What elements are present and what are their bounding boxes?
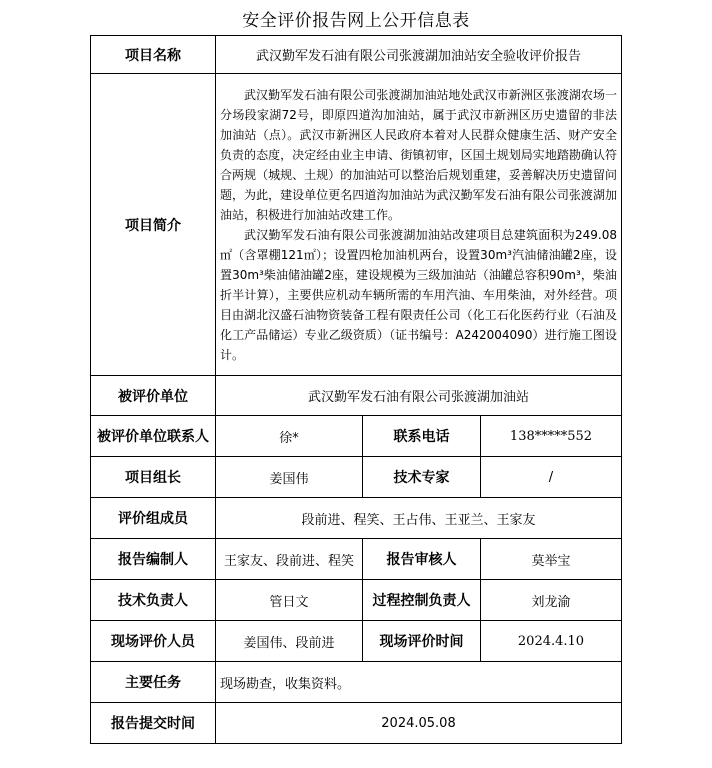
row-evaluated-unit [91,376,622,416]
site-time-label: 现场评价时间 [363,621,481,662]
tech-lead-value: 管日文 [216,580,363,621]
author-label: 报告编制人 [91,539,216,580]
intro-paragraph-2: 武汉勤军发石油有限公司张渡湖加油站改建项目总建筑面积为249.08㎡（含罩棚121㎡）；设置四枪加油机两台，设置30m³汽油储油罐2座，设置30m³柴油储油罐2座，建设规模为三级加油站（油罐总容积90m³，柴油折半计算），主要供应机动车辆所需的车用汽油、车用柴油，对外经营。项目由湖北汉盛石油物资装备工程有限责任公司（化工石化医药行业（石油及化工产品储运）专业乙级资质）（证书编号：A242004090）进行施工图设计。 [220,227,617,362]
expert-label: 技术专家 [363,457,481,498]
site-time-value: 2024.4.10 [481,621,622,662]
intro-label: 项目简介 [91,74,216,376]
row-project-name [91,36,622,74]
project-name-value: 武汉勤军发石油有限公司张渡湖加油站安全验收评价报告 [216,36,622,74]
contact-label: 被评价单位联系人 [91,416,216,457]
contact-value: 徐* [216,416,363,457]
row-author [91,539,622,580]
intro-paragraph-1: 武汉勤军发石油有限公司张渡湖加油站地处武汉市新洲区张渡湖农场一分场段家湖72号，即原四道沟加油站，属于武汉市新洲区历史遗留的非法加油站（点）。武汉市新洲区人民政府本着对人民群众健康生活、财产安全负责的态度，决定经由业主申请、街镇初审，区国土规划局实地踏勘确认符合两规（城规、土规）的加油站可以整治后规划重建，妥善解决历史遗留问题，为此，建设单位更名四道沟加油站为武汉勤军发石油有限公司张渡湖加油站，积极进行加油站改建工作。 [220,87,617,222]
reviewer-label: 报告审核人 [363,539,481,580]
expert-value: / [481,457,622,498]
site-value: 姜国伟、段前进 [216,621,363,662]
tech-lead-label: 技术负责人 [91,580,216,621]
process-label: 过程控制负责人 [363,580,481,621]
task-label: 主要任务 [91,662,216,703]
evaluated-unit-label: 被评价单位 [91,376,216,416]
row-intro [91,74,622,376]
members-value: 段前进、程笑、王占伟、王亚兰、王家友 [216,498,622,539]
process-value: 刘龙渝 [481,580,622,621]
row-site [91,621,622,662]
row-tech-lead [91,580,622,621]
intro-value [216,74,622,376]
submit-label: 报告提交时间 [91,703,216,744]
author-value: 王家友、段前进、程笑 [216,539,363,580]
page-title: 安全评价报告网上公开信息表 [242,11,470,31]
project-name-label: 项目名称 [91,36,216,74]
info-table [90,35,622,744]
reviewer-value: 莫举宝 [481,539,622,580]
row-members [91,498,622,539]
submit-value: 2024.05.08 [216,703,622,744]
task-value: 现场勘查，收集资料。 [216,662,622,703]
phone-label: 联系电话 [363,416,481,457]
site-label: 现场评价人员 [91,621,216,662]
row-contact [91,416,622,457]
row-task [91,662,622,703]
evaluated-unit-value: 武汉勤军发石油有限公司张渡湖加油站 [216,376,622,416]
members-label: 评价组成员 [91,498,216,539]
phone-value: 138*****552 [481,416,622,457]
row-leader [91,457,622,498]
leader-value: 姜国伟 [216,457,363,498]
leader-label: 项目组长 [91,457,216,498]
row-submit [91,703,622,744]
